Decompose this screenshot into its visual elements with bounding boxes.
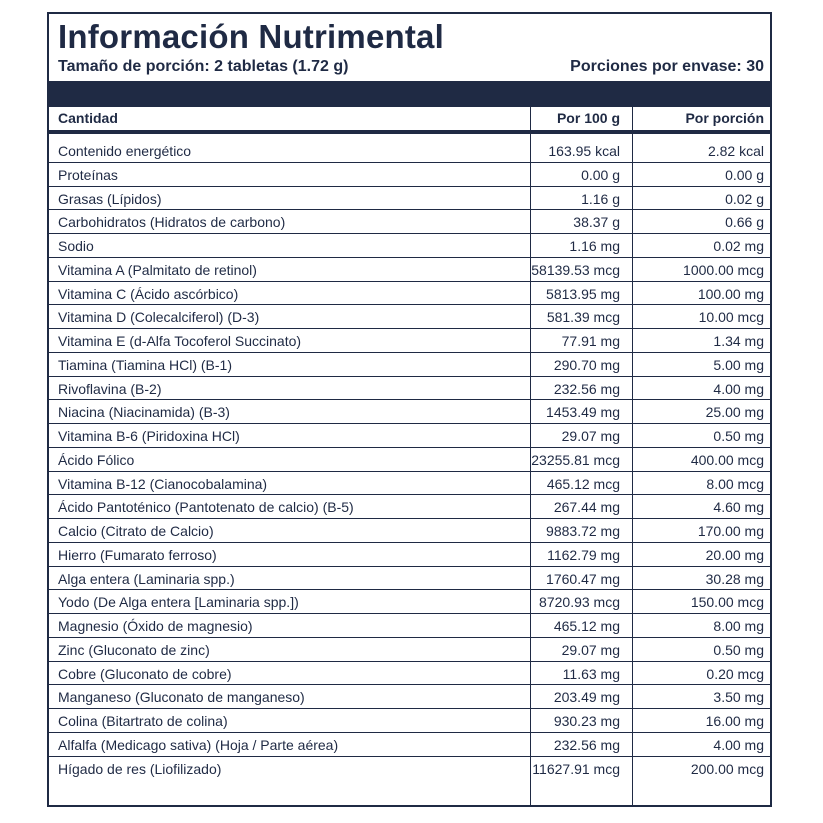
value-per-serving: 4.00 mg (713, 736, 764, 753)
nutrient-name: Manganeso (Gluconato de manganeso) (58, 689, 305, 706)
nutrient-name: Carbohidratos (Hidratos de carbono) (58, 214, 286, 231)
value-per-100g: 581.39 mcg (546, 309, 620, 326)
value-per-serving: 0.20 mcg (706, 665, 764, 682)
value-per-serving: 1.34 mg (713, 333, 764, 349)
value-per-100g: 930.23 mg (553, 713, 620, 729)
nutrient-name: Magnesio (Óxido de magnesio) (58, 618, 253, 634)
table-row (49, 210, 770, 234)
nutrient-name: Tiamina (Tiamina HCl) (B-1) (58, 356, 232, 373)
column-header-row (49, 107, 770, 134)
nutrient-name: Vitamina D (Colecalciferol) (D-3) (58, 309, 260, 326)
table-row (49, 282, 770, 306)
header-bar (49, 81, 770, 107)
nutrient-name: Contenido energético (58, 143, 192, 159)
nutrient-name: Sodio (58, 238, 94, 254)
value-per-100g: 23255.81 mcg (531, 451, 620, 468)
table-row (49, 353, 770, 377)
value-per-100g: 0.00 g (581, 166, 620, 183)
table-row (49, 662, 770, 686)
nutrient-name: Ácido Pantoténico (Pantotenato de calcio) (B-5) (58, 499, 354, 516)
value-per-100g: 58139.53 mcg (531, 261, 620, 278)
table-row (49, 187, 770, 211)
value-per-serving: 100.00 mg (697, 285, 764, 302)
nutrient-name: Alga entera (Laminaria spp.) (58, 570, 235, 587)
value-per-100g: 38.37 g (573, 214, 620, 231)
value-per-serving: 25.00 mg (705, 404, 764, 421)
table-row (49, 424, 770, 448)
table-row (49, 472, 770, 496)
value-per-serving: 3.50 mg (713, 689, 764, 706)
value-per-100g: 1.16 g (581, 190, 620, 207)
nutrient-name: Rivoflavina (B-2) (58, 380, 162, 397)
value-per-100g: 232.56 mg (553, 736, 620, 753)
nutrient-rows (49, 139, 770, 780)
nutrient-name: Yodo (De Alga entera [Laminaria spp.]) (58, 594, 299, 611)
nutrient-name: Cobre (Gluconato de cobre) (58, 665, 232, 682)
value-per-100g: 465.12 mg (553, 618, 620, 634)
table-row (49, 377, 770, 401)
value-per-100g: 29.07 mg (561, 428, 620, 444)
nutrient-name: Hígado de res (Liofilizado) (58, 760, 222, 777)
nutrient-name: Calcio (Citrato de Calcio) (58, 523, 214, 539)
nutrient-name: Hierro (Fumarato ferroso) (58, 546, 217, 563)
nutrient-name: Ácido Fólico (58, 451, 135, 468)
nutrient-name: Vitamina C (Ácido ascórbico) (58, 285, 239, 302)
table-row (49, 685, 770, 709)
column-header-name: Cantidad (58, 110, 118, 126)
value-per-serving: 200.00 mcg (690, 760, 764, 777)
value-per-100g: 11627.91 mcg (532, 760, 620, 777)
table-row (49, 329, 770, 353)
table-row (49, 258, 770, 282)
value-per-serving: 5.00 mg (713, 356, 764, 373)
table-row (49, 638, 770, 662)
value-per-serving: 2.82 kcal (707, 143, 764, 159)
table-row (49, 139, 770, 163)
nutrient-name: Vitamina B-6 (Piridoxina HCl) (58, 428, 240, 444)
value-per-serving: 1000.00 mcg (683, 261, 764, 278)
table-row (49, 234, 770, 258)
value-per-serving: 4.00 mg (713, 380, 764, 397)
serving-size: Tamaño de porción: 2 tabletas (1.72 g) (58, 58, 349, 75)
nutrition-facts-panel (47, 12, 772, 807)
value-per-serving: 8.00 mcg (706, 475, 764, 492)
nutrient-name: Alfalfa (Medicago sativa) (Hoja / Parte aérea) (58, 736, 339, 753)
table-row (49, 567, 770, 591)
value-per-serving: 400.00 mcg (690, 451, 764, 468)
nutrient-name: Colina (Bitartrato de colina) (58, 713, 228, 729)
table-row (49, 757, 770, 781)
value-per-100g: 8720.93 mcg (539, 594, 620, 611)
nutrient-name: Vitamina E (d-Alfa Tocoferol Succinato) (58, 333, 302, 349)
column-header-per-serving: Por porción (685, 110, 764, 126)
value-per-100g: 9883.72 mg (546, 523, 620, 539)
table-row (49, 400, 770, 424)
table-row (49, 590, 770, 614)
nutrient-name: Niacina (Niacinamida) (B-3) (58, 404, 230, 421)
value-per-serving: 150.00 mcg (690, 594, 764, 611)
table-row (49, 305, 770, 329)
value-per-100g: 163.95 kcal (548, 143, 620, 159)
value-per-100g: 5813.95 mg (546, 285, 620, 302)
table-row (49, 519, 770, 543)
value-per-100g: 232.56 mg (553, 380, 620, 397)
value-per-serving: 0.02 mg (713, 238, 764, 254)
value-per-100g: 1162.79 mg (547, 546, 620, 563)
value-per-serving: 16.00 mg (705, 713, 764, 729)
value-per-100g: 267.44 mg (553, 499, 620, 516)
nutrient-name: Grasas (Lípidos) (58, 190, 162, 207)
value-per-100g: 1.16 mg (569, 238, 620, 254)
table-row (49, 733, 770, 757)
table-row (49, 163, 770, 187)
value-per-serving: 8.00 mg (713, 618, 764, 634)
servings-per-container: Porciones por envase: 30 (570, 58, 764, 75)
column-header-per100: Por 100 g (556, 110, 620, 126)
value-per-serving: 170.00 mg (697, 523, 764, 539)
nutrient-name: Proteínas (58, 166, 118, 183)
value-per-100g: 77.91 mg (561, 333, 620, 349)
value-per-serving: 0.02 g (725, 190, 764, 207)
value-per-100g: 11.63 mg (562, 665, 620, 682)
value-per-serving: 0.50 mg (713, 428, 764, 444)
value-per-serving: 10.00 mcg (698, 309, 764, 326)
value-per-100g: 465.12 mcg (546, 475, 620, 492)
value-per-serving: 0.50 mg (713, 641, 764, 658)
table-row (49, 495, 770, 519)
panel-title: Información Nutrimental (58, 18, 444, 55)
nutrient-name: Vitamina B-12 (Cianocobalamina) (58, 475, 268, 492)
value-per-100g: 290.70 mg (553, 356, 620, 373)
table-row (49, 448, 770, 472)
value-per-serving: 0.66 g (725, 214, 764, 231)
value-per-100g: 1760.47 mg (546, 570, 620, 587)
table-row (49, 709, 770, 733)
value-per-serving: 4.60 mg (713, 499, 764, 516)
nutrient-name: Vitamina A (Palmitato de retinol) (58, 261, 257, 278)
nutrient-name: Zinc (Gluconato de zinc) (58, 641, 210, 658)
value-per-serving: 20.00 mg (705, 546, 764, 563)
table-row (49, 543, 770, 567)
value-per-100g: 203.49 mg (553, 689, 620, 706)
value-per-100g: 29.07 mg (561, 641, 620, 658)
value-per-serving: 30.28 mg (705, 570, 764, 587)
table-row (49, 614, 770, 638)
value-per-serving: 0.00 g (725, 166, 764, 183)
value-per-100g: 1453.49 mg (546, 404, 620, 421)
